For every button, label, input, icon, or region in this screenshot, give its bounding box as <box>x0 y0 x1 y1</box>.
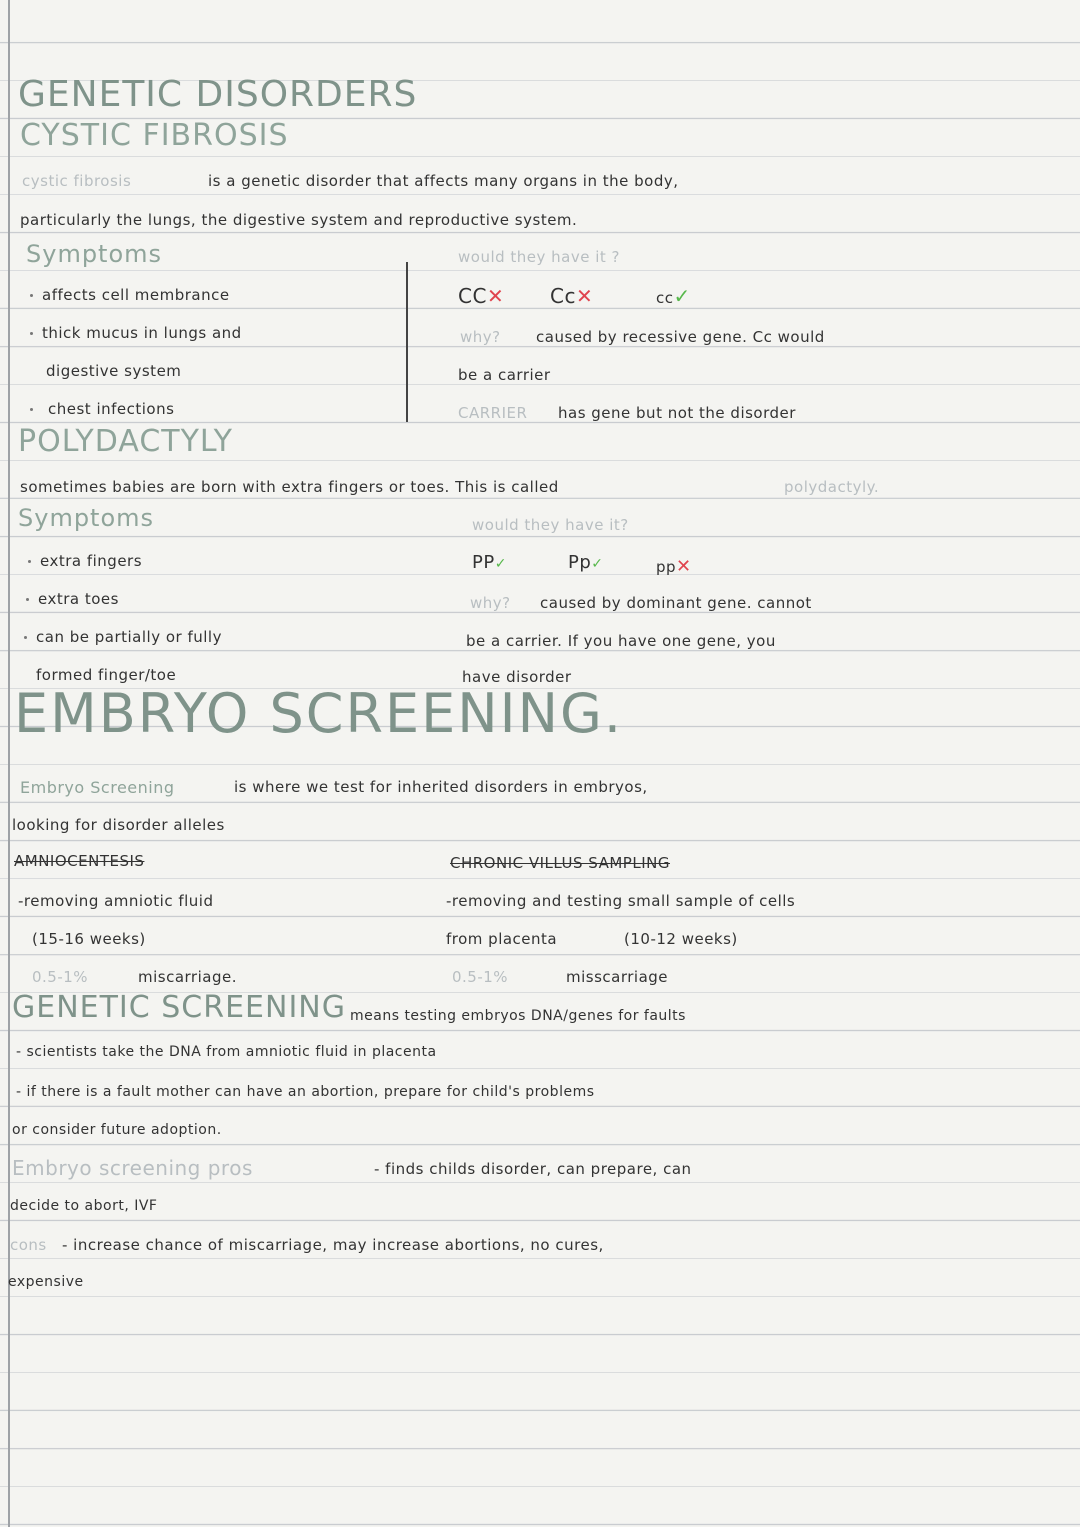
amnio-line-1: -removing amniotic fluid <box>18 892 214 910</box>
poly-why-text: caused by dominant gene. cannot <box>540 594 812 612</box>
cf-symptoms-heading: Symptoms <box>26 240 163 268</box>
cf-symptom-2-cont: digestive system <box>46 362 182 380</box>
cf-why-text2: be a carrier <box>458 366 551 384</box>
cf-why-text: caused by recessive gene. Cc would <box>536 328 825 346</box>
poly-why-text2: be a carrier. If you have one gene, you <box>466 632 776 650</box>
bullet <box>30 294 33 297</box>
cons-text: - increase chance of miscarriage, may increase abortions, no cures, <box>62 1236 604 1254</box>
genotype-1: CC✕ <box>458 284 505 308</box>
embryo-heading: EMBRYO SCREENING. <box>14 682 623 745</box>
poly-symptoms-heading: Symptoms <box>18 504 155 532</box>
genetic-heading-rest: means testing embryos DNA/genes for faults <box>350 1008 686 1024</box>
bullet <box>30 408 33 411</box>
page-edge <box>8 0 10 1527</box>
genotype-pp-dominant: PP✓ <box>472 552 507 573</box>
amnio-heading: AMNIOCENTESIS <box>14 852 145 870</box>
cf-symptom-1: affects cell membrance <box>42 286 230 304</box>
cons-text-2: expensive <box>8 1274 84 1290</box>
cvs-line-2b: (10-12 weeks) <box>624 930 738 948</box>
page-title: GENETIC DISORDERS <box>18 74 418 115</box>
poly-intro-term: polydactyly. <box>784 478 880 496</box>
genetic-line-2: - if there is a fault mother can have an abortion, prepare for child's problems <box>16 1084 595 1100</box>
poly-symptom-2: extra toes <box>38 590 119 608</box>
cf-carrier-text: has gene but not the disorder <box>558 404 796 422</box>
cf-why-label: why? <box>460 328 501 346</box>
poly-symptom-1: extra fingers <box>40 552 143 570</box>
embryo-intro-line2: looking for disorder alleles <box>12 816 225 834</box>
pros-text-2: decide to abort, IVF <box>10 1198 158 1214</box>
bullet <box>24 636 27 639</box>
cf-intro-line2: particularly the lungs, the digestive system and reproductive system. <box>20 211 578 229</box>
genotype-pp-hetero: Pp✓ <box>568 552 604 573</box>
amnio-risk-label: miscarriage. <box>138 968 237 986</box>
cf-carrier-label: CARRIER <box>458 404 528 422</box>
pros-label: Embryo screening pros <box>12 1156 253 1180</box>
poly-symptom-3: can be partially or fully <box>36 628 222 646</box>
genotype-3: cc✓ <box>656 284 691 308</box>
poly-why-label: why? <box>470 594 511 612</box>
poly-why-text3: have disorder <box>462 668 572 686</box>
amnio-risk-pct: 0.5-1% <box>32 968 89 986</box>
genetic-line-3: or consider future adoption. <box>12 1122 222 1138</box>
cf-intro-term: cystic fibrosis <box>22 172 132 190</box>
genotype-2: Cc✕ <box>550 284 594 308</box>
cvs-risk-pct: 0.5-1% <box>452 968 509 986</box>
genetic-line-1: - scientists take the DNA from amniotic fluid in placenta <box>16 1044 437 1060</box>
column-divider <box>406 262 408 422</box>
bullet <box>28 560 31 563</box>
cvs-risk-label: misscarriage <box>566 968 669 986</box>
genetic-heading: GENETIC SCREENING <box>12 990 346 1025</box>
amnio-line-2: (15-16 weeks) <box>32 930 146 948</box>
cf-symptom-2: thick mucus in lungs and <box>42 324 242 342</box>
bullet <box>26 598 29 601</box>
poly-question: would they have it? <box>472 516 629 534</box>
embryo-intro-term: Embryo Screening <box>20 778 175 797</box>
genotype-pp-recessive: pp✕ <box>656 556 692 577</box>
cvs-heading: CHRONIC VILLUS SAMPLING <box>450 854 670 872</box>
pros-text: - finds childs disorder, can prepare, can <box>374 1160 692 1178</box>
poly-symptom-3-cont: formed finger/toe <box>36 666 177 684</box>
cons-label: cons <box>10 1236 47 1254</box>
cf-symptom-3: chest infections <box>48 400 175 418</box>
poly-heading: POLYDACTYLY <box>18 424 233 459</box>
cvs-line-2a: from placenta <box>446 930 558 948</box>
bullet <box>30 332 33 335</box>
cf-question: would they have it ? <box>458 248 621 266</box>
poly-intro: sometimes babies are born with extra fingers or toes. This is called <box>20 478 559 496</box>
cf-heading: CYSTIC FIBROSIS <box>20 118 289 153</box>
embryo-intro-text: is where we test for inherited disorders in embryos, <box>234 778 648 796</box>
cf-intro-text: is a genetic disorder that affects many organs in the body, <box>208 172 679 190</box>
cvs-line-1: -removing and testing small sample of cells <box>446 892 796 910</box>
